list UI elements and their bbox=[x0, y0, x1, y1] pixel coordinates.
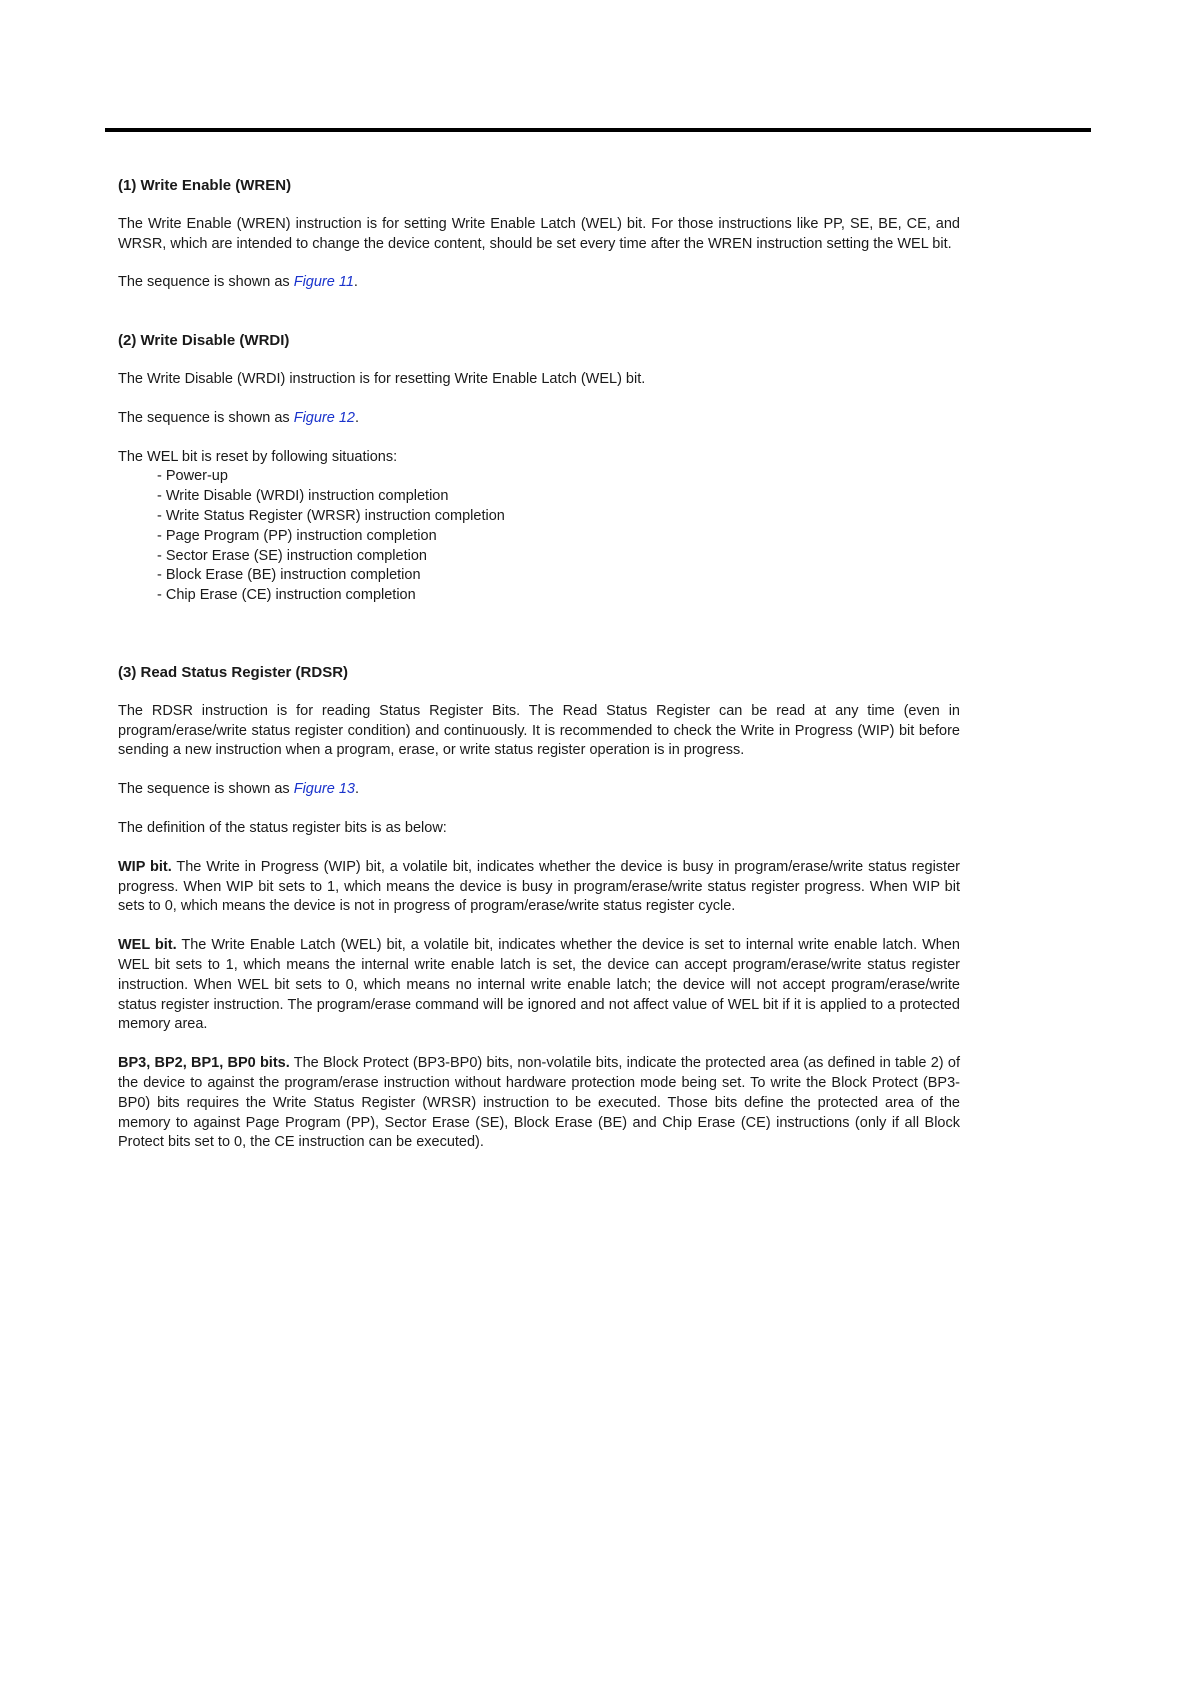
wel-bit-text: The Write Enable Latch (WEL) bit, a volatile bit, indicates whether the device is set to internal write enable latch. When WEL bit sets to 1, which means the internal write enable latch is set, the device can accept program/erase/write status register instruction. When WEL bit sets to 0, which means no internal write enable latch; the device will not accept program/erase/write status register instruction. The program/erase command will be ignored and not affect value of WEL bit if it is applied to a protected memory area. bbox=[118, 937, 960, 1033]
section-heading-rdsr: (3) Read Status Register (RDSR) bbox=[118, 663, 349, 681]
bp-bits-definition bbox=[118, 1054, 960, 1153]
bp-bits-term: BP3, BP2, BP1, BP0 bits. bbox=[118, 1055, 290, 1072]
figure-12-link[interactable]: Figure 12 bbox=[293, 409, 355, 426]
document-body bbox=[118, 176, 960, 1153]
list-item: - Sector Erase (SE) instruction completion bbox=[157, 547, 427, 564]
wip-bit-definition bbox=[118, 858, 960, 917]
section-heading-wren: (1) Write Enable (WREN) bbox=[118, 177, 292, 194]
wel-bit-term: WEL bit. bbox=[118, 937, 177, 954]
figure-13-link[interactable]: Figure 13 bbox=[293, 781, 355, 798]
rdsr-description: The RDSR instruction is for reading Status Register Bits. The Read Status Register can be read at any time (even in program/erase/write status register condition) and continuously. It is recommended to check the Write in Progress (WIP) bit before sending a new instruction when a program, erase, or write status register operation is in progress. bbox=[118, 702, 960, 759]
wren-sequence-note bbox=[118, 273, 960, 293]
list-item: - Block Erase (BE) instruction completion bbox=[157, 567, 421, 584]
list-item: - Power-up bbox=[157, 468, 228, 485]
sequence-prefix: The sequence is shown as bbox=[118, 781, 290, 798]
wip-bit-term: WIP bit. bbox=[118, 858, 172, 875]
list-item: - Write Status Register (WRSR) instruction completion bbox=[157, 507, 505, 524]
sequence-prefix: The sequence is shown as bbox=[118, 274, 290, 291]
wren-description: The Write Enable (WREN) instruction is for setting Write Enable Latch (WEL) bit. For those instructions like PP, SE, BE, CE, and WRSR, which are intended to change the device content, should be set every time after the WREN instruction setting the WEL bit. bbox=[118, 215, 960, 252]
sequence-suffix: . bbox=[354, 409, 360, 426]
sequence-suffix: . bbox=[353, 274, 358, 291]
wel-bit-definition bbox=[118, 936, 960, 1035]
wel-reset-intro: The WEL bit is reset by following situations: bbox=[118, 448, 398, 465]
list-item: - Page Program (PP) instruction completion bbox=[157, 527, 437, 544]
wel-reset-list bbox=[118, 467, 960, 606]
status-bits-intro: The definition of the status register bits is as below: bbox=[118, 819, 447, 836]
bp-bits-text: The Block Protect (BP3-BP0) bits, non-volatile bits, indicate the protected area (as defined in table 2) of the device to against the program/erase instruction without hardware protection mode being set. To write the Block Protect (BP3-BP0) bits requires the Write Status Register (WRSR) instruction to be executed. Those bits define the protected area of the memory to against Page Program (PP), Sector Erase (SE), Block Erase (BE) and Chip Erase (CE) instructions (only if all Block Protect bits set to 0, the CE instruction can be executed). bbox=[118, 1055, 960, 1151]
list-item: - Write Disable (WRDI) instruction completion bbox=[157, 488, 449, 505]
figure-11-link[interactable]: Figure 11 bbox=[293, 274, 354, 291]
header-rule bbox=[105, 128, 1091, 132]
rdsr-sequence-note bbox=[118, 780, 960, 800]
section-heading-wrdi: (2) Write Disable (WRDI) bbox=[118, 332, 290, 350]
wrdi-sequence-note bbox=[118, 409, 960, 429]
wip-bit-text: The Write in Progress (WIP) bit, a volatile bit, indicates whether the device is busy in program/erase/write status register progress. When WIP bit sets to 1, which means the device is busy in program/erase/write status register progress. When WIP bit sets to 0, which means the device is not in progress of program/erase/write status register cycle. bbox=[118, 858, 960, 915]
wrdi-description: The Write Disable (WRDI) instruction is for resetting Write Enable Latch (WEL) bit. bbox=[118, 370, 646, 387]
sequence-prefix: The sequence is shown as bbox=[118, 409, 290, 426]
list-item: - Chip Erase (CE) instruction completion bbox=[157, 587, 416, 604]
sequence-suffix: . bbox=[354, 781, 360, 798]
